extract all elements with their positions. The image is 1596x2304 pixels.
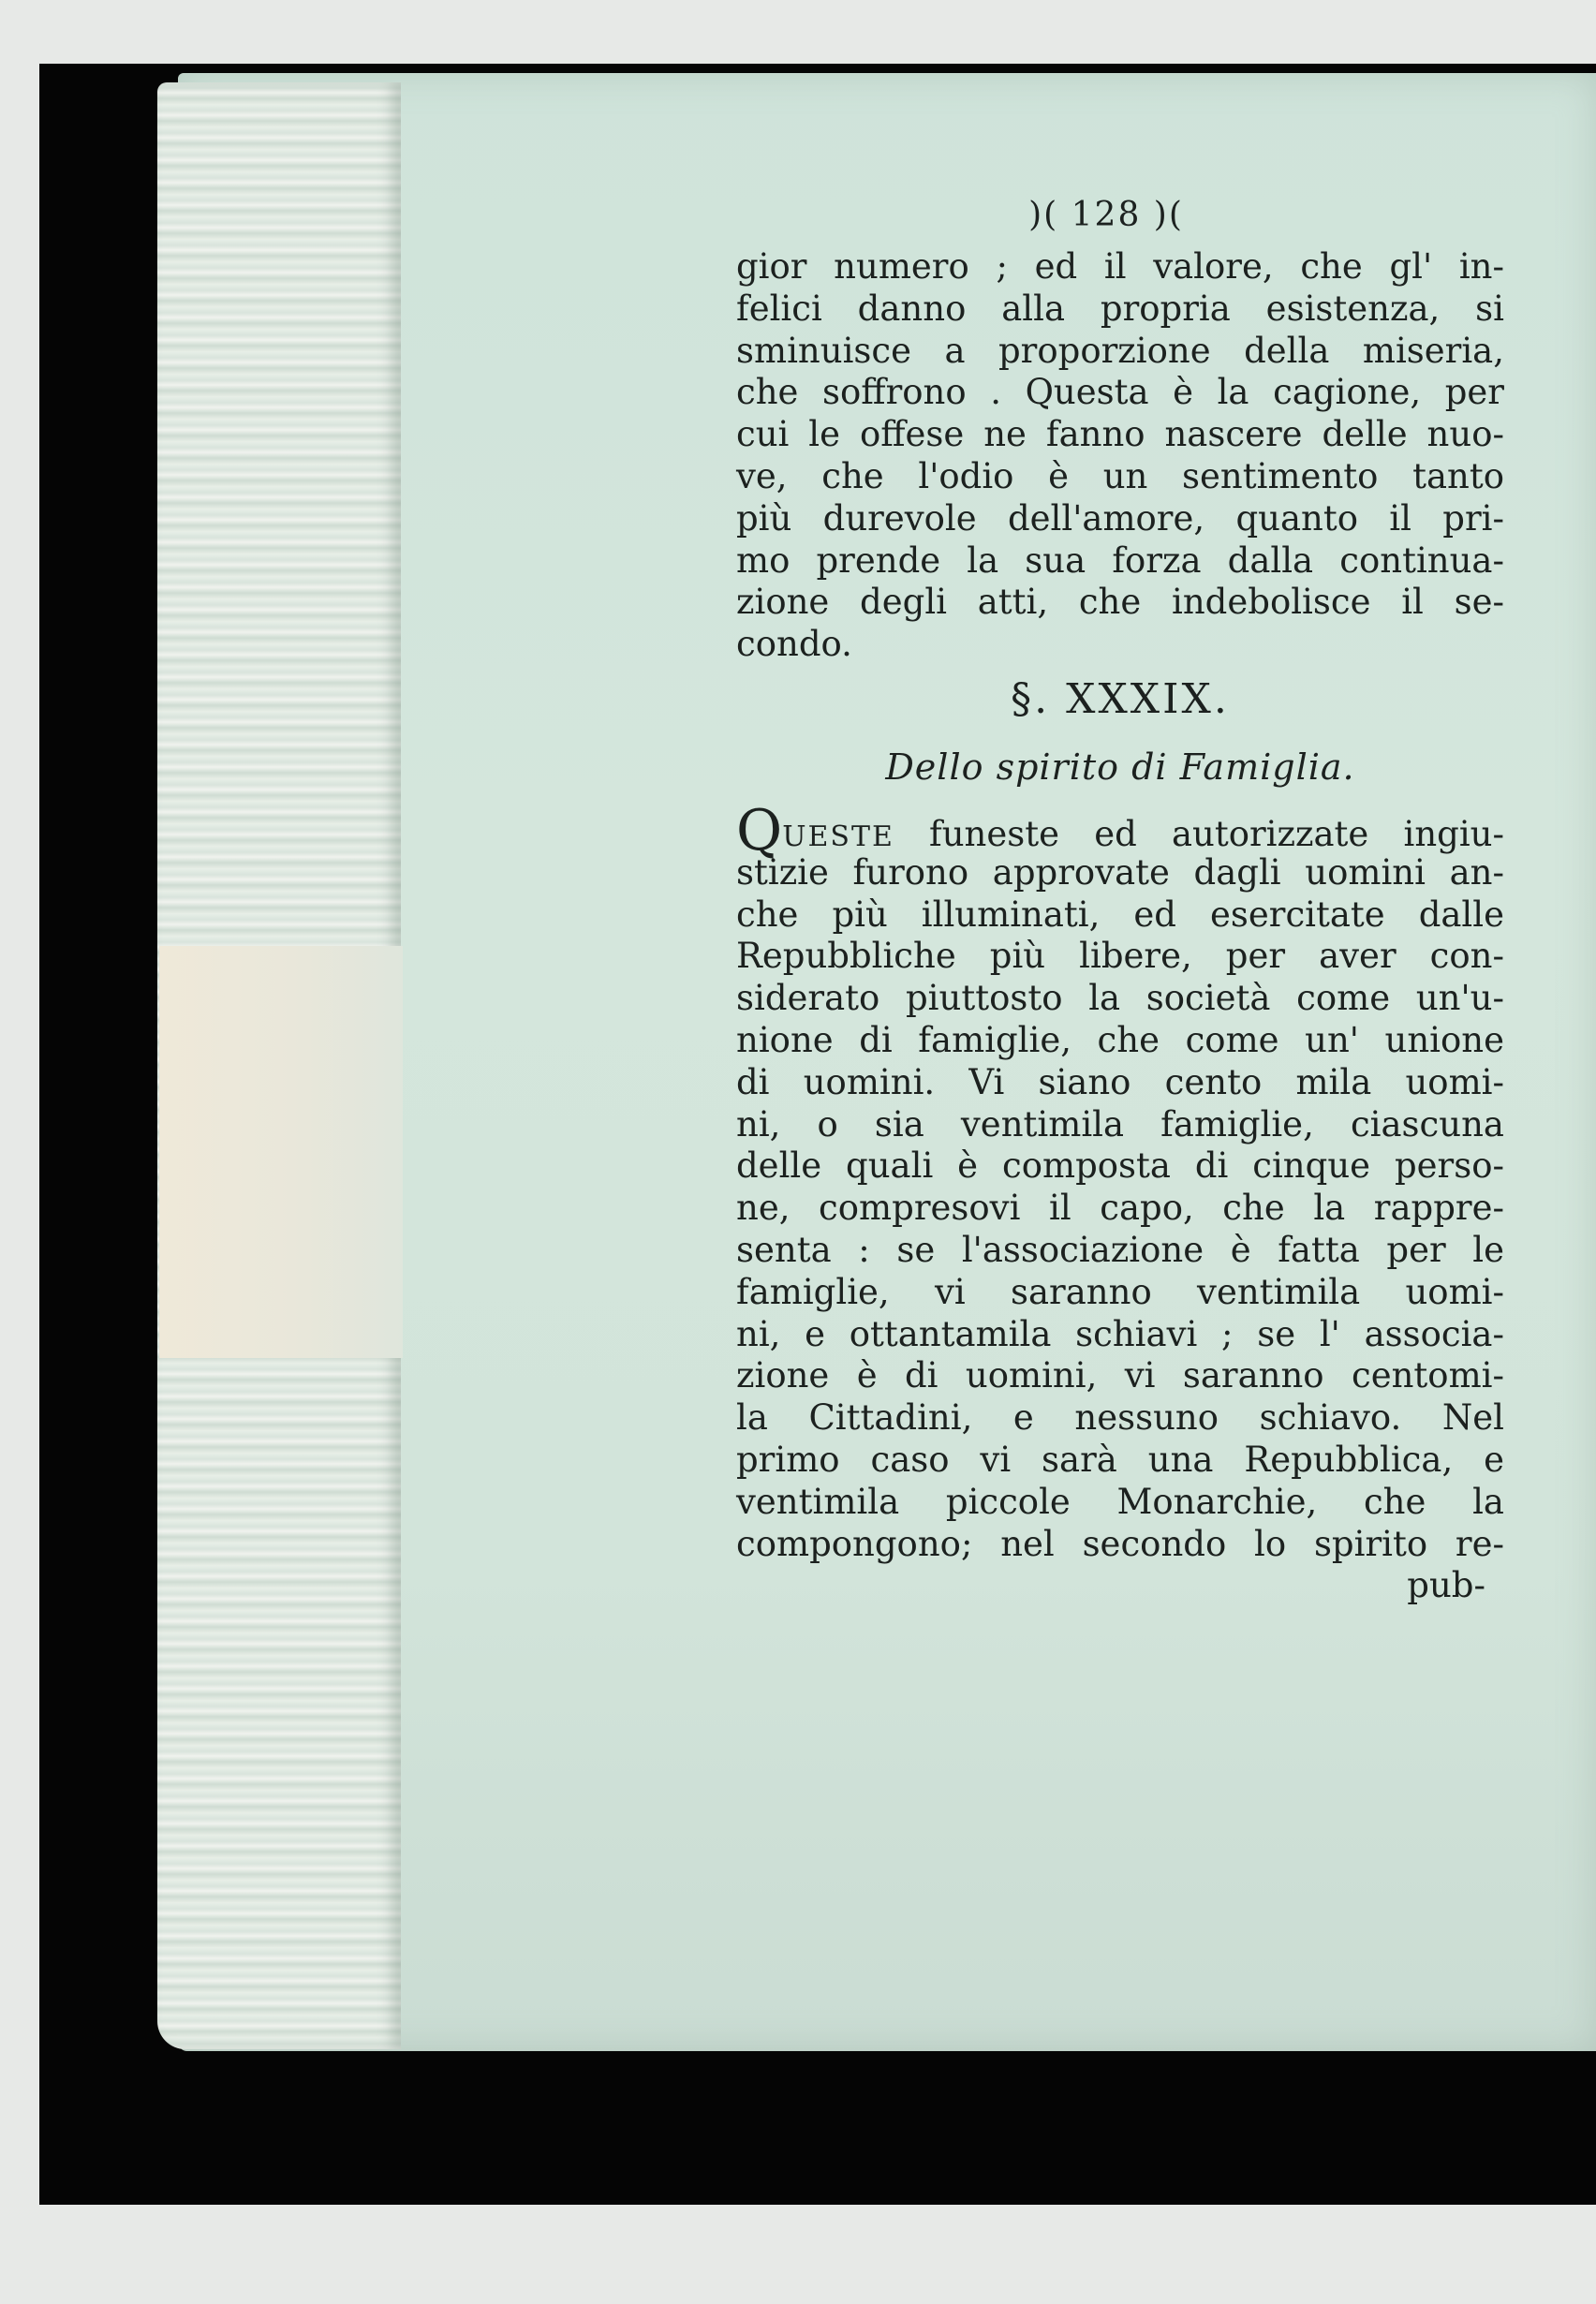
text-line: più durevole dell'amore, quanto il pri-	[736, 497, 1504, 539]
text-line: primo caso vi sarà una Repubblica, e	[736, 1439, 1504, 1480]
first-line-rest: funeste ed autorizzate ingiu-	[894, 813, 1504, 854]
text-line: sminuisce a proporzione della miseria,	[736, 330, 1504, 371]
text-line: zione è di uomini, vi saranno centomi-	[736, 1355, 1504, 1396]
text-line: che più illuminati, ed esercitate dalle	[736, 894, 1504, 935]
paragraph	[736, 797, 1504, 1607]
text-line: compongono; nel secondo lo spirito re-	[736, 1523, 1504, 1564]
page-header: )( 128 )(	[1028, 196, 1184, 234]
text-lines-before	[736, 246, 1504, 666]
text-line: gior numero ; ed il valore, che gl' in-	[736, 246, 1504, 287]
text-line: condo.	[736, 624, 852, 665]
text-line: famiglie, vi saranno ventimila uomi-	[736, 1271, 1504, 1312]
text-line: Repubbliche più libere, per aver con-	[736, 936, 1504, 977]
text-line: cui le offese ne fanno nascere delle nuo-	[736, 414, 1504, 455]
text-line: ventimila piccole Monarchie, che la	[736, 1481, 1504, 1522]
text-line: che soffrono . Questa è la cagione, per	[736, 372, 1504, 413]
text-line: felici danno alla propria esistenza, si	[736, 288, 1504, 329]
text-line: senta : se l'associazione è fatta per le	[736, 1229, 1504, 1270]
text-line: ni, e ottantamila schiavi ; se l' associa-	[736, 1313, 1504, 1354]
page-fore-edge-highlight	[159, 946, 403, 1358]
text-line: mo prende la sua forza dalla continua-	[736, 539, 1504, 581]
text-line: nione di famiglie, che come un' unione	[736, 1019, 1504, 1060]
text-line: stizie furono approvate dagli uomini an-	[736, 851, 1504, 893]
text-line: ve, che l'odio è un sentimento tanto	[736, 455, 1504, 496]
text-line: siderato piuttosto la società come un'u-	[736, 978, 1504, 1019]
text-line: di uomini. Vi siano cento mila uomi-	[736, 1061, 1504, 1102]
paragraph-first-line	[736, 797, 1504, 864]
section-title: Dello spirito di Famiglia.	[885, 746, 1355, 788]
text-line: ne, compresovi il capo, che la rappre-	[736, 1188, 1504, 1229]
section-number: §. XXXIX.	[1011, 674, 1230, 723]
page-text	[736, 192, 1504, 1607]
small-caps-word: UESTE	[782, 820, 894, 853]
text-line: delle quali è composta di cinque perso-	[736, 1145, 1504, 1187]
drop-cap: Q	[736, 797, 783, 864]
catchword: pub-	[1407, 1565, 1485, 1606]
text-line: zione degli atti, che indebolisce il se-	[736, 582, 1504, 623]
text-line: ni, o sia ventimila famiglie, ciascuna	[736, 1103, 1504, 1145]
text-line: la Cittadini, e nessuno schiavo. Nel	[736, 1397, 1504, 1439]
